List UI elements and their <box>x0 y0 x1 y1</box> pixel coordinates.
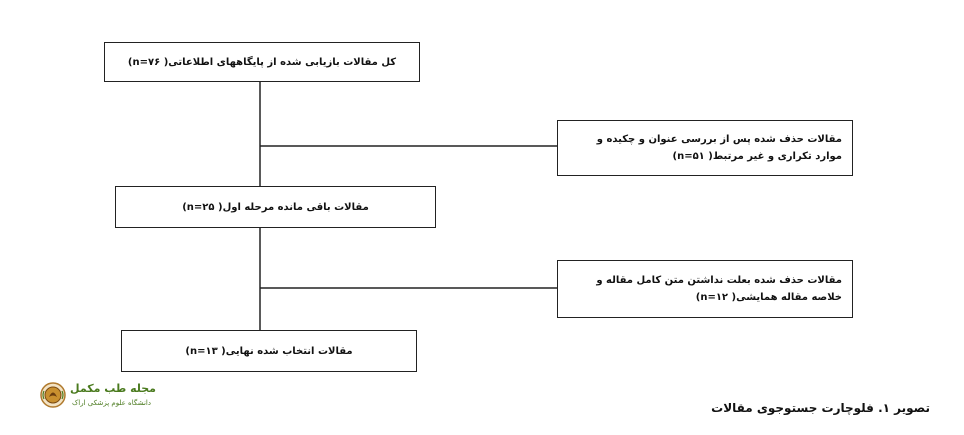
journal-emblem-icon <box>40 382 66 408</box>
box-final-selected <box>121 330 417 372</box>
figure-caption: تصویر ۱. فلوچارت جستوجوی مقالات <box>711 401 930 415</box>
box-remaining-first-stage <box>115 186 436 228</box>
box-excluded-first-stage-label: مقالات حذف شده پس از بررسی عنوان و چکیده و موارد تکراری و غیر مرتبط( n=۵۱) <box>596 134 842 162</box>
box-total-retrieved-label: کل مقالات بازیابی شده از پایگاههای اطلاعاتی( n=۷۶) <box>127 56 397 68</box>
journal-name: مجله طب مکمل <box>70 382 156 395</box>
box-excluded-second-stage <box>557 260 853 318</box>
box-excluded-second-stage-label: مقالات حذف شده بعلت نداشتن متن کامل مقاله و خلاصه مقاله همایشی( n=۱۲) <box>596 275 842 303</box>
box-total-retrieved <box>104 42 420 82</box>
journal-university: دانشگاه علوم پزشکی اراک <box>72 399 151 407</box>
box-final-selected-label: مقالات انتخاب شده نهایی( n=۱۳) <box>185 345 353 357</box>
box-excluded-first-stage <box>557 120 853 176</box>
box-remaining-first-stage-label: مقالات باقی مانده مرحله اول( n=۲۵) <box>182 201 369 213</box>
journal-logo <box>40 380 180 420</box>
